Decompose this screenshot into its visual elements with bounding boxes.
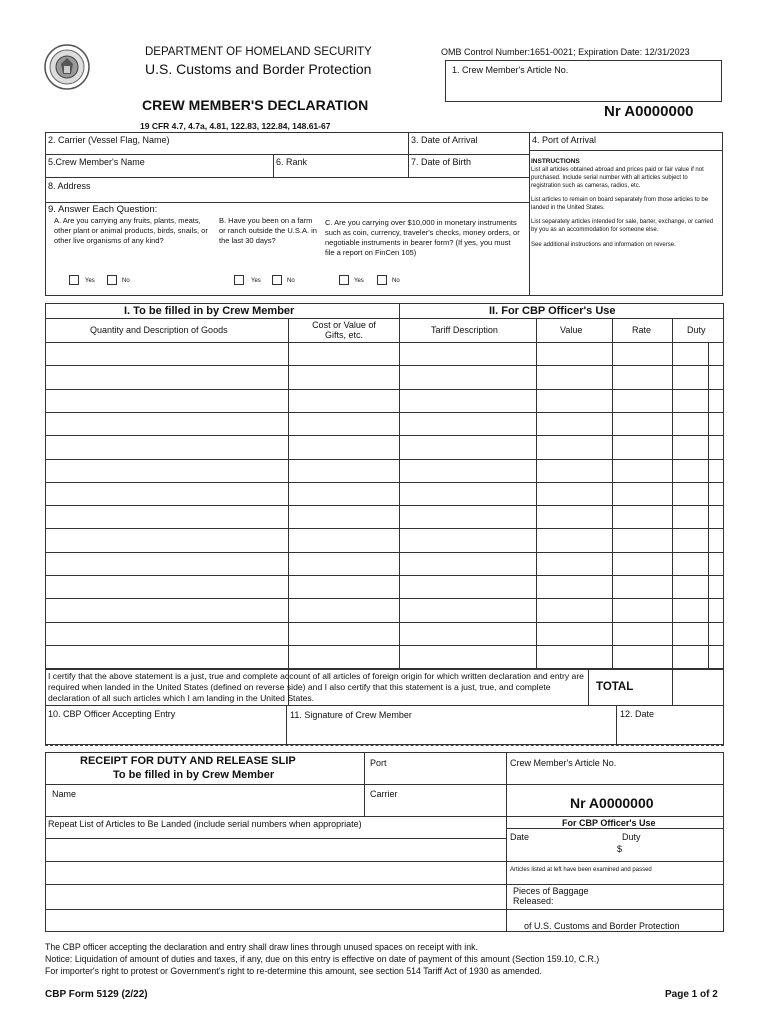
receipt-title: RECEIPT FOR DUTY AND RELEASE SLIP [80, 755, 296, 767]
question-b-no-checkbox[interactable] [272, 275, 282, 285]
crew-signature-field[interactable]: 11. Signature of Crew Member [290, 710, 412, 720]
receipt-name-field[interactable]: Name [52, 789, 77, 799]
goods-row-line [45, 365, 724, 366]
goods-row-line [45, 435, 724, 436]
receipt-examined-note: Articles listed at left have been examined and passed [510, 867, 652, 873]
goods-row-line [45, 528, 724, 529]
page-number: Page 1 of 2 [665, 989, 718, 1000]
question-a-no-label: No [122, 278, 130, 284]
date-field[interactable]: 12. Date [620, 709, 655, 719]
crew-name-field[interactable]: 5.Crew Member's Name [48, 157, 145, 167]
article-no-label: 1. Crew Member's Article No. [452, 65, 569, 75]
agency-name: U.S. Customs and Border Protection [145, 61, 372, 77]
question-b-yes-checkbox[interactable] [234, 275, 244, 285]
birth-date-field[interactable]: 7. Date of Birth [411, 157, 472, 167]
question-b-yes-label: Yes [251, 278, 261, 284]
footer-line-2: Notice: Liquidation of amount of duties and taxes, if any, due on this entry is effective on date of payment of this amount (Section 159.10, C.R.) [45, 954, 600, 964]
instructions-p2: List articles to remain on board separately from those articles to be landed in the United States. [531, 197, 709, 211]
col-goods-header: Quantity and Description of Goods [90, 325, 228, 335]
question-c: C. Are you carrying over $10,000 in monetary instruments such as coin, currency, traveler's checks, money orders, or negotiable instruments in bearer form? (If yes, you must file a report on FinCen 105) [325, 218, 520, 257]
question-b-no-label: No [287, 278, 295, 284]
question-a-yes-checkbox[interactable] [69, 275, 79, 285]
goods-row-line [45, 482, 724, 483]
footer-line-1: The CBP officer accepting the declaration and entry shall draw lines through unused spaces on receipt with ink. [45, 942, 478, 952]
goods-row-line [45, 505, 724, 506]
rank-field[interactable]: 6. Rank [276, 157, 308, 167]
goods-row-line [45, 459, 724, 460]
receipt-baggage-field[interactable]: Pieces of Baggage Released: [513, 886, 589, 906]
question-b: B. Have you been on a farm or ranch outside the U.S.A. in the last 30 days? [219, 216, 317, 245]
officer-accepting-field[interactable]: 10. CBP Officer Accepting Entry [48, 709, 176, 719]
total-label: TOTAL [596, 681, 634, 693]
department-name: DEPARTMENT OF HOMELAND SECURITY [145, 46, 372, 58]
carrier-field[interactable]: 2. Carrier (Vessel Flag, Name) [48, 135, 170, 145]
instructions-p4: See additional instructions and information on reverse. [531, 242, 676, 248]
footer-line-3: For importer's right to protest or Government's right to re-determine this amount, see section 514 Tariff Act of 1930 as amended. [45, 966, 542, 976]
goods-row-line [45, 412, 724, 413]
instructions-p3: List separately articles intended for sale, barter, exchange, or carried by you as an accommodation for someone else. [531, 219, 714, 233]
question-c-no-label: No [392, 278, 400, 284]
goods-row-line [45, 575, 724, 576]
questions-title: 9. Answer Each Question: [48, 204, 158, 215]
question-a-yes-label: Yes [85, 278, 95, 284]
receipt-repeat-list-label: Repeat List of Articles to Be Landed (include serial numbers when appropriate) [48, 819, 362, 829]
goods-row-line [45, 645, 724, 646]
receipt-duty-field[interactable]: Duty [622, 832, 641, 842]
col-duty-header: Duty [687, 325, 706, 335]
goods-row-line [45, 389, 724, 390]
instructions-box [531, 158, 719, 249]
port-of-arrival-field[interactable]: 4. Port of Arrival [532, 135, 597, 145]
article-no-box[interactable] [445, 60, 722, 102]
form-number: Nr A0000000 [604, 103, 694, 120]
cfr-reference: 19 CFR 4.7, 4.7a, 4.81, 122.83, 122.84, 148.61-67 [140, 121, 331, 131]
receipt-dollar-sign: $ [617, 844, 623, 854]
col-tariff-header: Tariff Description [431, 325, 498, 335]
dhs-seal [44, 44, 90, 90]
receipt-date-field[interactable]: Date [510, 832, 530, 842]
receipt-form-number: Nr A0000000 [570, 795, 654, 811]
goods-row-line [45, 668, 724, 669]
section-crew-member: I. To be filled in by Crew Member [124, 305, 295, 317]
question-c-yes-checkbox[interactable] [339, 275, 349, 285]
certification-text: I certify that the above statement is a just, true and complete account of all articles of foreign origin for which written declaration and entry are required when landed in the United States (defined on reverse side) and I also certify that this statement is a just, true, and complete declaration of all such articles which I am landing in the United States. [48, 671, 584, 703]
receipt-cbp-signature: of U.S. Customs and Border Protection [524, 921, 680, 931]
goods-row-line [45, 622, 724, 623]
question-c-no-checkbox[interactable] [377, 275, 387, 285]
col-rate-header: Rate [632, 325, 652, 335]
receipt-carrier-field[interactable]: Carrier [370, 789, 398, 799]
receipt-officer-use: For CBP Officer's Use [562, 818, 656, 828]
question-a: A. Are you carrying any fruits, plants, meats, other plant or animal products, birds, snails, or other live organisms of any kind? [54, 216, 208, 245]
receipt-subtitle: To be filled in by Crew Member [113, 769, 275, 781]
question-c-yes-label: Yes [354, 278, 364, 284]
receipt-article-no-field[interactable]: Crew Member's Article No. [510, 758, 617, 768]
col-cost-header: Cost or Value of Gifts, etc. [312, 320, 376, 340]
form-id: CBP Form 5129 (2/22) [45, 989, 148, 1000]
address-field[interactable]: 8. Address [48, 181, 91, 191]
goods-row-line [45, 598, 724, 599]
cut-line [45, 745, 724, 746]
question-a-no-checkbox[interactable] [107, 275, 117, 285]
form-title: CREW MEMBER'S DECLARATION [142, 97, 369, 113]
goods-row-line [45, 552, 724, 553]
instructions-p1: List all articles obtained abroad and prices paid or fair value if not purchased. Include serial number with all articles subject to registration such as cameras, radios, etc. [531, 167, 704, 189]
arrival-date-field[interactable]: 3. Date of Arrival [411, 135, 478, 145]
omb-control: OMB Control Number:1651-0021; Expiration Date: 12/31/2023 [441, 47, 690, 57]
instructions-title: INSTRUCTIONS [531, 158, 580, 165]
col-value-header: Value [560, 325, 583, 335]
section-cbp-officer: II. For CBP Officer's Use [489, 305, 616, 317]
receipt-port-field[interactable]: Port [370, 758, 387, 768]
